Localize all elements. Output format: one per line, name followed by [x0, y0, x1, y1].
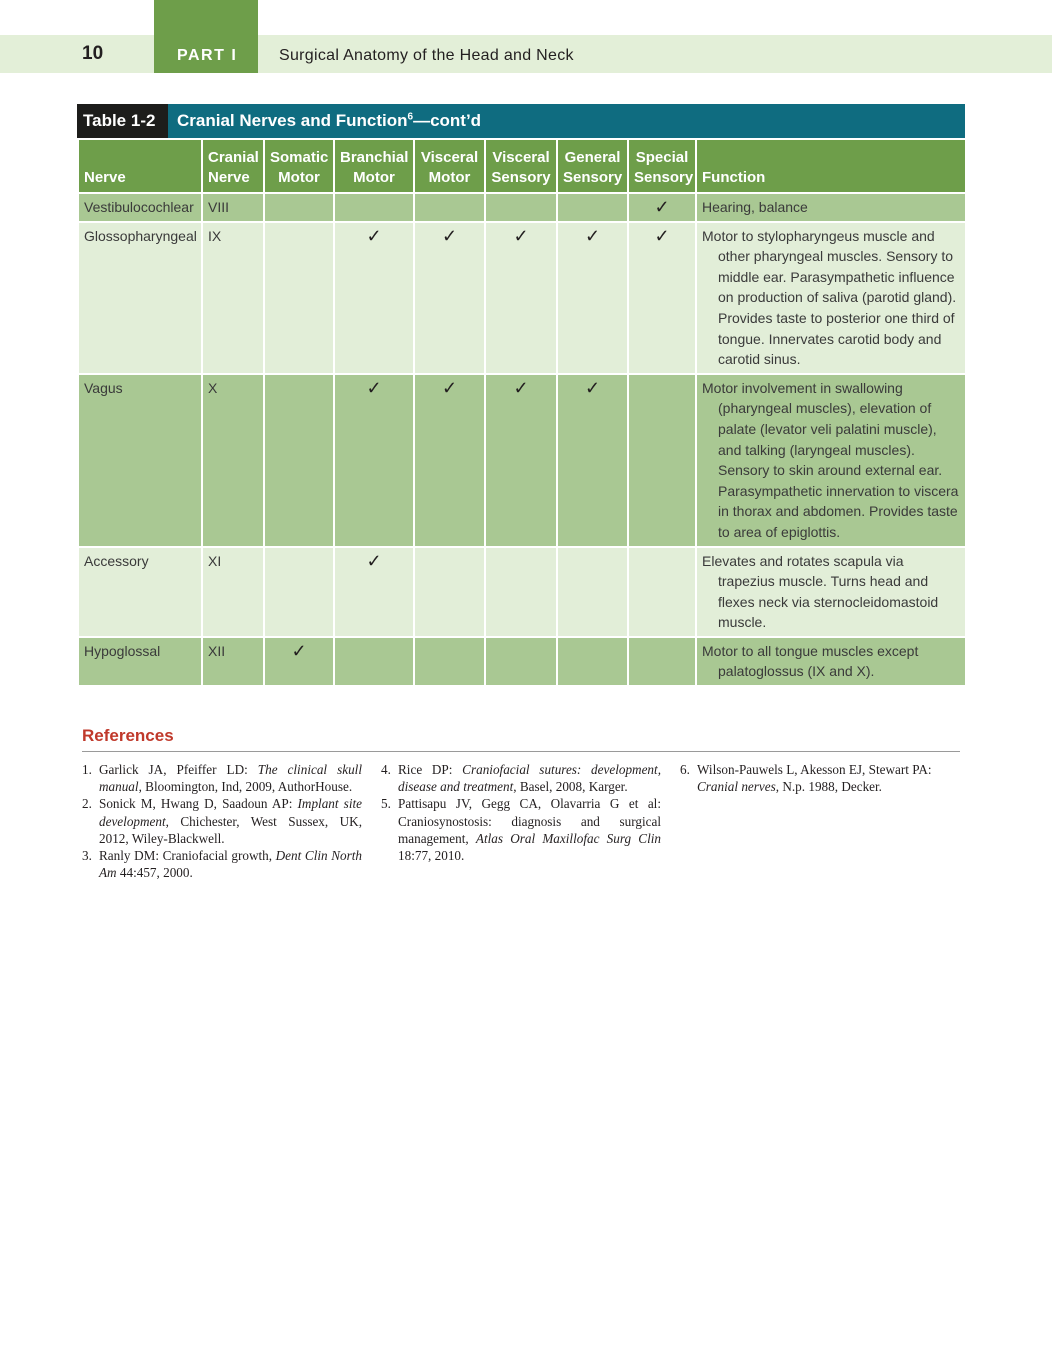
table-row-vagus: [78, 374, 966, 547]
function-text: Motor involvement in swallowing (pharyngeal muscles), elevation of palate (levator veli palatini muscle), and talking (laryngeal muscles). Sensory to skin around external ear. Parasympathetic innervation to viscera in thorax and abdomen. Provides taste to area of epiglottis.: [702, 379, 959, 540]
cranial-nerves-table: [77, 138, 967, 687]
cell-visceral-sensory: [485, 547, 557, 637]
function-text: Motor to all tongue muscles except palatoglossus (IX and X).: [702, 642, 919, 680]
cell-somatic-motor: [264, 193, 334, 222]
cell-general-sensory: [557, 637, 628, 686]
reference-item: 2. Sonick M, Hwang D, Saadoun AP: Implant site development, Chichester, West Sussex, UK, 2012, Wiley-Blackwell.: [82, 796, 362, 846]
function-text: Hearing, balance: [702, 199, 808, 215]
col-header-branchial-motor: Branchial Motor: [334, 139, 414, 193]
table-row-hypoglossal: [78, 637, 966, 686]
table-header-row: [78, 139, 966, 193]
col-header-somatic-motor: Somatic Motor: [264, 139, 334, 193]
cell-visceral-sensory: [485, 637, 557, 686]
cell-nerve: Vagus: [78, 374, 202, 547]
table-row-accessory: [78, 547, 966, 637]
cell-function: [696, 547, 966, 637]
cell-visceral-sensory: [485, 193, 557, 222]
cell-visceral-motor: ✓: [414, 222, 485, 374]
cell-nerve: Vestibulocochlear: [78, 193, 202, 222]
table-number: Table 1-2: [77, 104, 168, 138]
table-title: [177, 104, 481, 138]
table-title-text: Cranial Nerves and Function: [177, 111, 408, 130]
cell-branchial-motor: [334, 637, 414, 686]
running-header-title: Surgical Anatomy of the Head and Neck: [279, 47, 574, 64]
cell-branchial-motor: ✓: [334, 374, 414, 547]
col-header-visceral-motor: Visceral Motor: [414, 139, 485, 193]
cell-visceral-motor: [414, 637, 485, 686]
cell-function: [696, 637, 966, 686]
cell-function: [696, 374, 966, 547]
page-number: 10: [82, 43, 104, 64]
cell-cranial: VIII: [202, 193, 264, 222]
cell-visceral-motor: [414, 193, 485, 222]
cell-cranial: X: [202, 374, 264, 547]
table-row-vestibulocochlear: [78, 193, 966, 222]
cell-somatic-motor: [264, 374, 334, 547]
reference-item: 1. Garlick JA, Pfeiffer LD: The clinical skull manual, Bloomington, Ind, 2009, AuthorHouse.: [82, 762, 362, 795]
cell-general-sensory: ✓: [557, 222, 628, 374]
cell-somatic-motor: ✓: [264, 637, 334, 686]
cell-somatic-motor: [264, 547, 334, 637]
cell-nerve: Hypoglossal: [78, 637, 202, 686]
reference-item: 3. Ranly DM: Craniofacial growth, Dent Clin North Am 44:457, 2000.: [82, 848, 362, 881]
cell-general-sensory: [557, 547, 628, 637]
cell-nerve: Glossopharyngeal: [78, 222, 202, 374]
cell-branchial-motor: ✓: [334, 547, 414, 637]
cell-special-sensory: [628, 637, 696, 686]
reference-item: 5. Pattisapu JV, Gegg CA, Olavarria G et al: Craniosynostosis: diagnosis and surgical management, Atlas Oral Maxillofac Surg Clin 18:77, 2010.: [381, 796, 662, 864]
cell-special-sensory: ✓: [628, 222, 696, 374]
reference-item: 6. Wilson-Pauwels L, Akesson EJ, Stewart PA: Cranial nerves, N.p. 1988, Decker.: [680, 762, 932, 795]
col-header-nerve: Nerve: [78, 139, 202, 193]
col-header-general-sensory: General Sensory: [557, 139, 628, 193]
table-row-glossopharyngeal: [78, 222, 966, 374]
cell-special-sensory: ✓: [628, 193, 696, 222]
references-heading: References: [82, 726, 174, 745]
reference-item: 4. Rice DP: Craniofacial sutures: development, disease and treatment, Basel, 2008, Karger.: [381, 762, 661, 795]
cell-branchial-motor: ✓: [334, 222, 414, 374]
cell-function: [696, 222, 966, 374]
cell-branchial-motor: [334, 193, 414, 222]
function-text: Elevates and rotates scapula via trapezius muscle. Turns head and flexes neck via sternocleidomastoid muscle.: [702, 552, 939, 631]
table-title-citation: 6: [407, 111, 414, 123]
cell-special-sensory: [628, 547, 696, 637]
cell-cranial: IX: [202, 222, 264, 374]
cell-nerve: Accessory: [78, 547, 202, 637]
cell-special-sensory: [628, 374, 696, 547]
part-label: PART I: [177, 47, 238, 64]
cell-function: [696, 193, 966, 222]
cell-general-sensory: ✓: [557, 374, 628, 547]
table-caption: [77, 104, 965, 138]
function-text: Motor to stylopharyngeus muscle and other pharyngeal muscles. Sensory to middle ear. Parasympathetic influence on production of saliva (parotid gland). Provides taste to posterior one third of tongue. Innervates carotid body and carotid sinus.: [702, 227, 957, 368]
col-header-function: Function: [696, 139, 966, 193]
references-column-2: [381, 761, 661, 864]
references-divider: [82, 751, 960, 752]
cell-cranial: XI: [202, 547, 264, 637]
cell-general-sensory: [557, 193, 628, 222]
col-header-visceral-sensory: Visceral Sensory: [485, 139, 557, 193]
cell-visceral-sensory: ✓: [485, 374, 557, 547]
col-header-cranial-nerve: Cranial Nerve: [202, 139, 264, 193]
cell-somatic-motor: [264, 222, 334, 374]
cell-visceral-motor: [414, 547, 485, 637]
cell-visceral-motor: ✓: [414, 374, 485, 547]
table-title-suffix: —cont’d: [413, 111, 482, 130]
references-column-1: [82, 761, 362, 881]
col-header-special-sensory: Special Sensory: [628, 139, 696, 193]
references-column-3: [680, 761, 960, 795]
cranial-nerves-table-block: [77, 104, 965, 687]
cell-visceral-sensory: ✓: [485, 222, 557, 374]
cell-cranial: XII: [202, 637, 264, 686]
